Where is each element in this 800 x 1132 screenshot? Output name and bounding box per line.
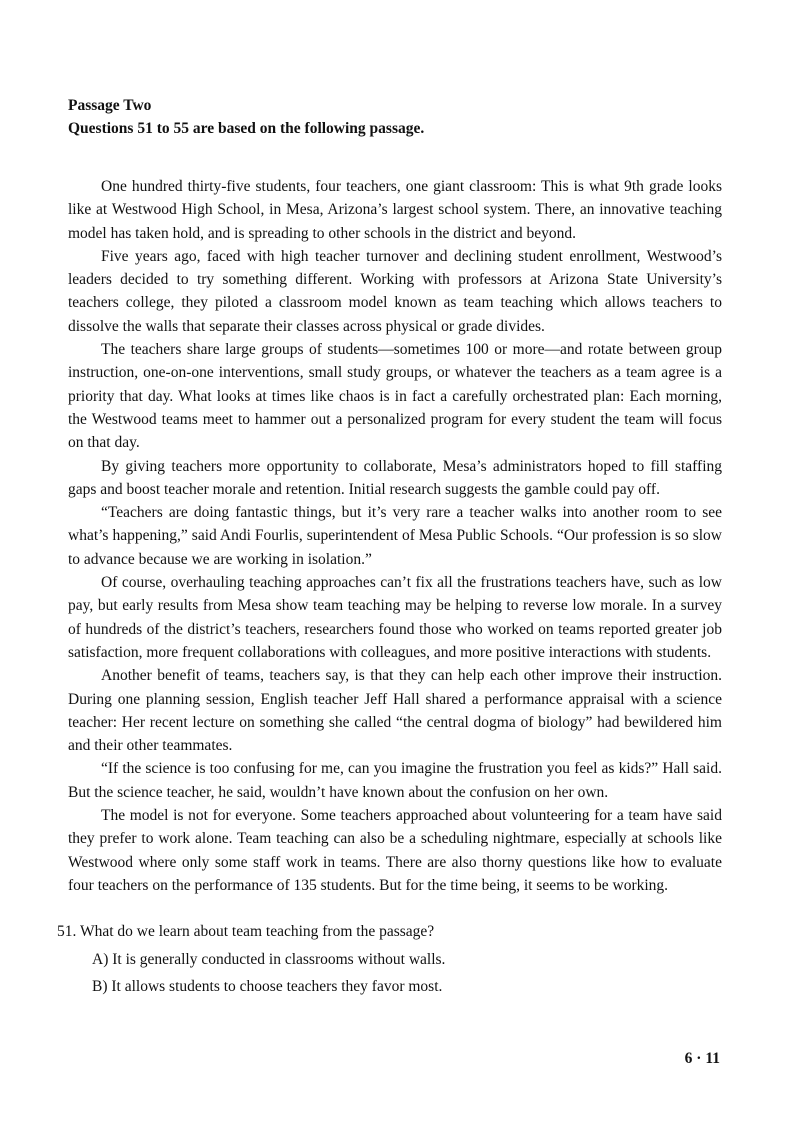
paragraph: One hundred thirty-five students, four teachers, one giant classroom: This is what 9th grade looks like at Westwood High School, in Mesa, Arizona’s largest school system. There, an innovative teaching model has taken hold, and is spreading to other schools in the district and beyond. bbox=[68, 178, 722, 242]
paragraph: “If the science is too confusing for me, can you imagine the frustration you feel as kids?” Hall said. But the science teacher, he said, wouldn’t have known about the confusion on her own. bbox=[68, 760, 722, 801]
paragraph: Another benefit of teams, teachers say, is that they can help each other improve their instruction. During one planning session, English teacher Jeff Hall shared a performance appraisal with a science teacher: Her recent lecture on something she called “the central dogma of biology” had bewildered him and their other teammates. bbox=[68, 667, 722, 755]
paragraph: The teachers share large groups of students—sometimes 100 or more—and rotate between group instruction, one-on-one interventions, small study groups, or whatever the teachers as a team agree is a priority that day. What looks at times like chaos is in fact a carefully orchestrated plan: Each morning, the Westwood teams meet to hammer out a personalized program for every student the team will focus on that day. bbox=[68, 341, 722, 452]
paragraph: “Teachers are doing fantastic things, but it’s very rare a teacher walks into another room to see what’s happening,” said Andi Fourlis, superintendent of Mesa Public Schools. “Our profession is so slow to advance because we are working in isolation.” bbox=[68, 504, 722, 568]
page-content bbox=[57, 94, 722, 1001]
paragraph: Five years ago, faced with high teacher turnover and declining student enrollment, Westwood’s leaders decided to try something different. Working with professors at Arizona State University’s teachers college, they piloted a classroom model known as team teaching which allows teachers to dissolve the walls that separate their classes across physical or grade divides. bbox=[68, 247, 722, 335]
passage-instruction: Questions 51 to 55 are based on the following passage. bbox=[68, 120, 425, 137]
question-stem: 51. What do we learn about team teaching from the passage? bbox=[57, 923, 435, 941]
page-number: 6 · 11 bbox=[684, 1050, 720, 1067]
question-51 bbox=[57, 918, 722, 1001]
paragraph: Of course, overhauling teaching approaches can’t fix all the frustrations teachers have, such as low pay, but early results from Mesa show team teaching may be helping to reverse low morale. In a survey of hundreds of the district’s teachers, researchers found those who worked on teams reported greater job satisfaction, more frequent collaborations with colleagues, and more positive interactions with students. bbox=[68, 574, 722, 661]
option-a: A) It is generally conducted in classrooms without walls. bbox=[92, 950, 446, 968]
paragraph: By giving teachers more opportunity to collaborate, Mesa’s administrators hoped to fill staffing gaps and boost teacher morale and retention. Initial research suggests the gamble could pay off. bbox=[68, 457, 722, 498]
option-b: B) It allows students to choose teachers they favor most. bbox=[92, 978, 443, 996]
passage-title: Passage Two bbox=[68, 97, 152, 114]
passage-body bbox=[68, 175, 722, 897]
paragraph: The model is not for everyone. Some teachers approached about volunteering for a team have said they prefer to work alone. Team teaching can also be a scheduling nightmare, especially at schools like Westwood where only some staff work in teams. There are also thorny questions like how to evaluate four teachers on the performance of 135 students. But for the time being, it seems to be working. bbox=[68, 807, 722, 894]
